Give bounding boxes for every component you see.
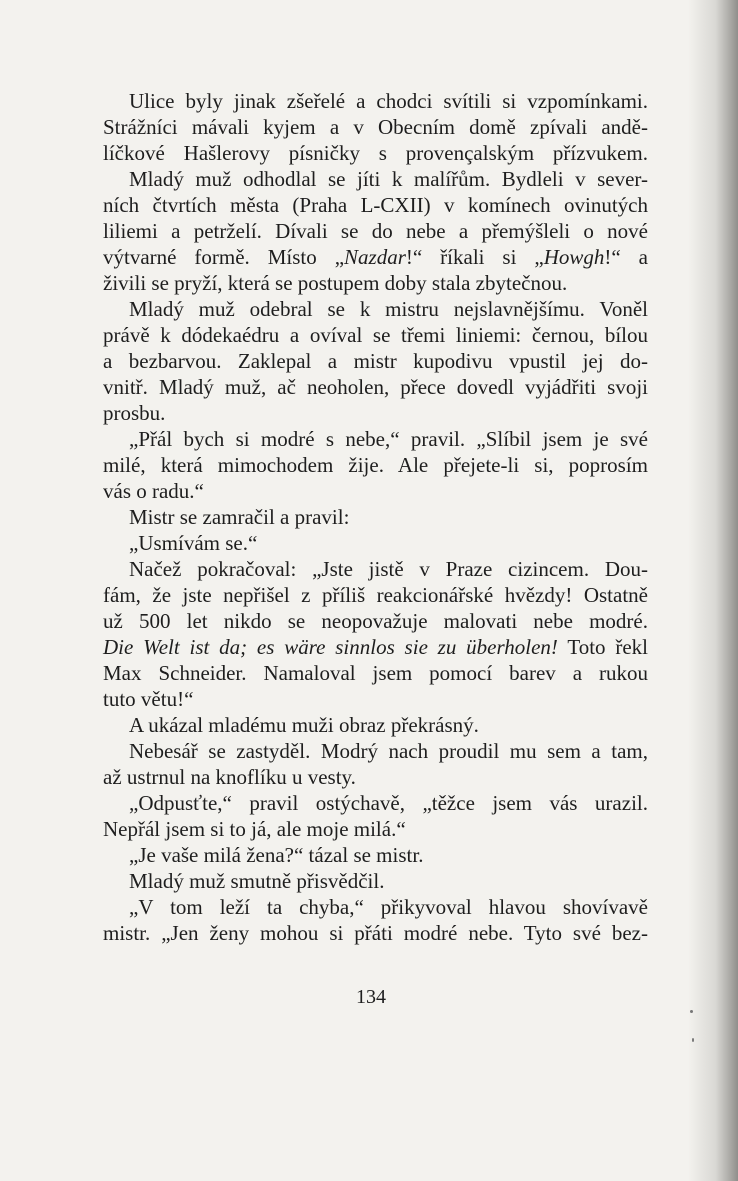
text-run: živili se pryží, která se postupem doby stala zbytečnou. bbox=[103, 271, 568, 295]
text-line bbox=[103, 842, 648, 868]
text-line bbox=[103, 296, 648, 322]
text-run: tuto větu!“ bbox=[103, 687, 194, 711]
text-run: mistr. „Jen ženy mohou si přáti modré nebe. Tyto své bez- bbox=[103, 921, 648, 945]
italic-text: Nazdar bbox=[344, 245, 406, 269]
text-line bbox=[103, 920, 648, 946]
text-line bbox=[103, 114, 648, 140]
text-run: Max Schneider. Namaloval jsem pomocí barev a rukou bbox=[103, 661, 648, 685]
text-line bbox=[103, 712, 648, 738]
text-run: právě k dódekaédru a ovíval se třemi liniemi: černou, bílou bbox=[103, 323, 648, 347]
text-run: „Je vaše milá žena?“ tázal se mistr. bbox=[129, 843, 424, 867]
text-line bbox=[103, 686, 648, 712]
text-run: A ukázal mladému muži obraz překrásný. bbox=[129, 713, 479, 737]
text-run: výtvarné formě. Místo „ bbox=[103, 245, 345, 269]
text-run: Nepřál jsem si to já, ale moje milá.“ bbox=[103, 817, 406, 841]
text-line bbox=[103, 88, 648, 114]
text-run: liliemi a petrželí. Dívali se do nebe a přemýšleli o nové bbox=[103, 219, 648, 243]
text-line bbox=[103, 140, 648, 166]
italic-text: Howgh bbox=[543, 245, 605, 269]
text-line bbox=[103, 166, 648, 192]
text-line bbox=[103, 400, 648, 426]
text-run: !“ říkali si „ bbox=[405, 245, 544, 269]
text-run: líčkové Hašlerovy písničky s provençalským přízvukem. bbox=[103, 141, 648, 165]
text-line bbox=[103, 816, 648, 842]
text-run: „Usmívám se.“ bbox=[129, 531, 258, 555]
text-run: Mladý muž odebral se k mistru nejslavnějšímu. Voněl bbox=[129, 297, 648, 321]
text-line bbox=[103, 608, 648, 634]
text-run: Nebesář se zastyděl. Modrý nach proudil mu sem a tam, bbox=[129, 739, 648, 763]
scan-speck bbox=[690, 1010, 693, 1013]
text-line bbox=[103, 348, 648, 374]
italic-text: Die Welt ist da; es wäre sinnlos sie zu überholen! bbox=[103, 635, 558, 659]
text-line bbox=[103, 322, 648, 348]
text-run: ních čtvrtích města (Praha L-CXII) v komínech ovinutých bbox=[103, 193, 648, 217]
scan-speck bbox=[692, 1038, 694, 1042]
text-run: Načež pokračoval: „Jste jistě v Praze cizincem. Dou- bbox=[129, 557, 648, 581]
text-line bbox=[103, 478, 648, 504]
text-run: Ulice byly jinak zšeřelé a chodci svítili si vzpomínkami. bbox=[129, 89, 648, 113]
page-number: 134 bbox=[356, 986, 386, 1008]
text-line bbox=[103, 868, 648, 894]
text-run: vnitř. Mladý muž, ač neoholen, přece dovedl vyjádřiti svoji bbox=[103, 375, 648, 399]
text-run: Toto řekl bbox=[557, 635, 649, 659]
text-line bbox=[103, 452, 648, 478]
text-line bbox=[103, 582, 648, 608]
text-run: a bezbarvou. Zaklepal a mistr kupodivu vpustil jej do- bbox=[103, 349, 648, 373]
text-line bbox=[103, 634, 648, 660]
text-line bbox=[103, 270, 648, 296]
text-run: Mladý muž smutně přisvědčil. bbox=[129, 869, 385, 893]
text-line bbox=[103, 790, 648, 816]
text-run: až ustrnul na knoflíku u vesty. bbox=[103, 765, 356, 789]
text-line bbox=[103, 218, 648, 244]
text-line bbox=[103, 244, 648, 270]
text-run: fám, že jste nepřišel z příliš reakcionářské hvězdy! Ostatně bbox=[103, 583, 648, 607]
text-line bbox=[103, 894, 648, 920]
text-run: Mistr se zamračil a pravil: bbox=[129, 505, 350, 529]
text-run: „Přál bych si modré s nebe,“ pravil. „Slíbil jsem je své bbox=[129, 427, 648, 451]
text-run: už 500 let nikdo se neopovažuje malovati nebe modré. bbox=[103, 609, 648, 633]
text-line bbox=[103, 738, 648, 764]
page-body-text bbox=[103, 88, 648, 946]
text-run: Mladý muž odhodlal se jíti k malířům. Bydleli v sever- bbox=[129, 167, 648, 191]
text-run: „Odpusťte,“ pravil ostýchavě, „těžce jsem vás urazil. bbox=[129, 791, 648, 815]
text-line bbox=[103, 504, 648, 530]
text-line bbox=[103, 192, 648, 218]
text-line bbox=[103, 530, 648, 556]
text-run: !“ a bbox=[604, 245, 648, 269]
text-run: vás o radu.“ bbox=[103, 479, 204, 503]
text-line bbox=[103, 660, 648, 686]
text-line bbox=[103, 374, 648, 400]
text-run: prosbu. bbox=[103, 401, 166, 425]
text-run: Strážníci mávali kyjem a v Obecním domě zpívali andě- bbox=[103, 115, 648, 139]
text-run: milé, která mimochodem žije. Ale přejete-li si, poprosím bbox=[103, 453, 648, 477]
text-line bbox=[103, 556, 648, 582]
text-run: „V tom leží ta chyba,“ přikyvoval hlavou shovívavě bbox=[129, 895, 648, 919]
text-line bbox=[103, 426, 648, 452]
text-line bbox=[103, 764, 648, 790]
